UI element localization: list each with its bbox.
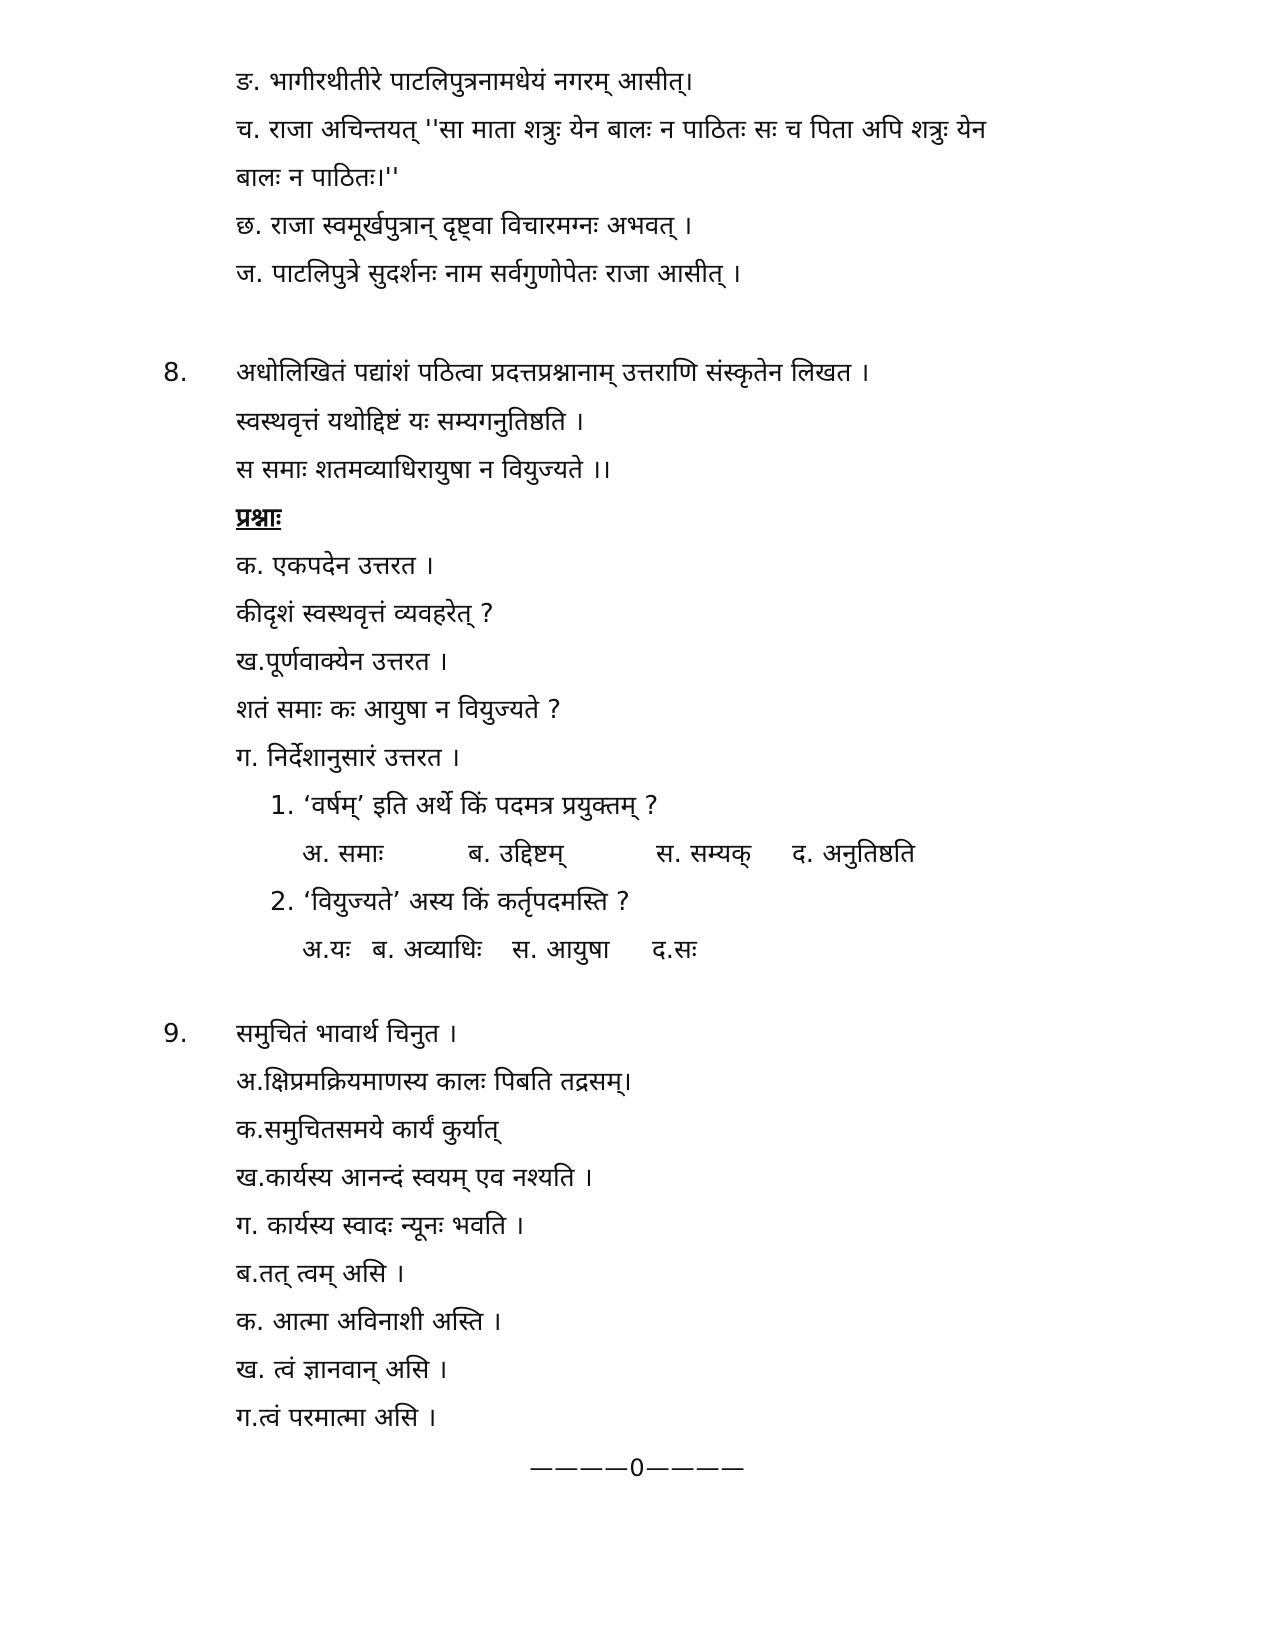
option-b: ब. अव्याधिः: [372, 935, 482, 965]
option-a: अ. समाः: [302, 839, 384, 869]
option-s: स. आयुषा: [512, 935, 610, 965]
top-line-ja: ज. पाटलिपुत्रे सुदर्शनः नाम सर्वगुणोपेतः राजा आसीत् ।: [236, 259, 741, 289]
sub-question-2: 2. ‘वियुज्यते’ अस्य किं कर्तृपदमस्ति ?: [270, 887, 630, 917]
questions-heading: प्रश्नाः: [236, 503, 282, 533]
option-b: ब. उद्दिष्टम्: [468, 839, 564, 869]
sub-question-1-options: [302, 836, 915, 872]
q9-line-ga: ग. कार्यस्य स्वादः न्यूनः भवति ।: [236, 1211, 525, 1241]
option-a: अ.यः: [302, 935, 351, 965]
q9-line-kha: ख.कार्यस्य आनन्दं स्वयम् एव नश्यति ।: [236, 1163, 593, 1193]
q9-line-a: अ.क्षिप्रमक्रियमाणस्य कालः पिबति तद्रसम्।: [236, 1067, 632, 1097]
sub-question-2-options: [302, 932, 697, 968]
part-ka: क. एकपदेन उत्तरत ।: [236, 551, 434, 581]
q9-line-ga-2: ग.त्वं परमात्मा असि ।: [236, 1403, 437, 1433]
top-line-nga: ङ. भागीरथीतीरे पाटलिपुत्रनामधेयं नगरम् आसीत्।: [236, 67, 694, 97]
top-line-cha-cont: बालः न पाठितः।'': [236, 163, 399, 193]
end-mark: ————0————: [529, 1454, 746, 1482]
option-s: स. सम्यक्: [656, 839, 752, 869]
question-8-number: 8.: [163, 358, 188, 388]
question-8-instruction: अधोलिखितं पद्यांशं पठित्वा प्रदत्तप्रश्नानाम् उत्तराणि संस्कृतेन लिखत ।: [236, 358, 870, 388]
part-kha: ख.पूर्णवाक्येन उत्तरत ।: [236, 647, 448, 677]
q9-line-kha-2: ख. त्वं ज्ञानवान् असि ।: [236, 1355, 448, 1385]
part-ga: ग. निर्देशानुसारं उत्तरत ।: [236, 743, 460, 773]
option-d: द.सः: [652, 935, 697, 965]
q9-line-ba: ब.तत् त्वम् असि ।: [236, 1259, 405, 1289]
q9-line-ka: क.समुचितसमये कार्यं कुर्यात्: [236, 1115, 499, 1145]
question-9-instruction: समुचितं भावार्थ चिनुत ।: [236, 1019, 458, 1049]
q9-line-ka-2: क. आत्मा अविनाशी अस्ति ।: [236, 1307, 502, 1337]
verse-line-1: स्वस्थवृत्तं यथोद्दिष्टं यः सम्यगनुतिष्ठति ।: [236, 407, 584, 437]
top-line-cha: च. राजा अचिन्तयत् ''सा माता शत्रुः येन बालः न पाठितः सः च पिता अपि शत्रुः येन: [236, 115, 987, 145]
part-ka-question: कीदृशं स्वस्थवृत्तं व्यवहरेत् ?: [236, 599, 494, 629]
verse-line-2: स समाः शतमव्याधिरायुषा न वियुज्यते ।।: [236, 455, 611, 485]
option-d: द. अनुतिष्ठति: [792, 839, 916, 869]
part-kha-question: शतं समाः कः आयुषा न वियुज्यते ?: [236, 695, 562, 725]
question-9-number: 9.: [163, 1019, 188, 1049]
sub-question-1: 1. ‘वर्षम्’ इति अर्थे किं पदमत्र प्रयुक्तम् ?: [270, 791, 659, 821]
top-line-chha: छ. राजा स्वमूर्खपुत्रान् दृष्ट्वा विचारमग्नः अभवत् ।: [236, 211, 693, 241]
